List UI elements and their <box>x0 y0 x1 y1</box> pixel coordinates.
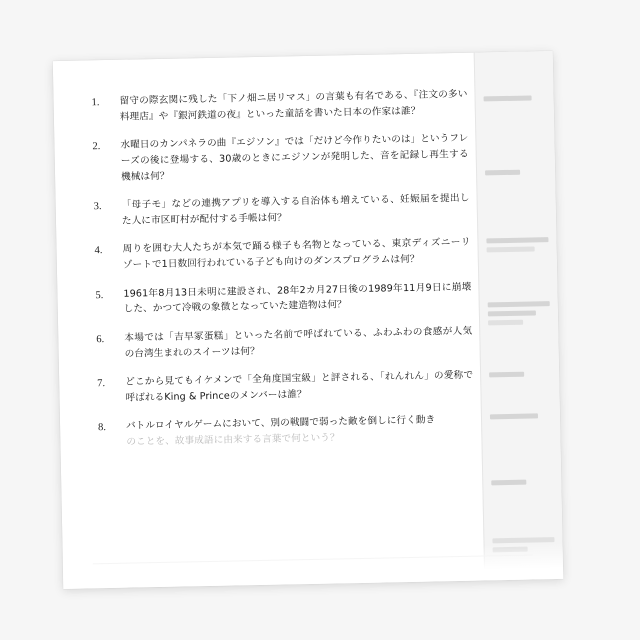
question-number: 2. <box>92 141 101 153</box>
question-number: 7. <box>97 378 106 390</box>
question-text: どこから見てもイケメンで「全角度国宝級」と評される、「れんれん」の愛称で呼ばれるKing & Princeのメンバーは誰？ <box>125 369 474 404</box>
question-item <box>56 233 557 274</box>
question-text: 1961年8月13日未明に建設され、28年2カ月27日後の1989年11月9日に崩壊した、かつて冷戦の象徴となっていた建造物は何？ <box>123 281 472 315</box>
question-number: 4. <box>94 245 103 257</box>
document-page <box>53 51 563 589</box>
question-text: 本場では「吉早冢蛋糕」といった名前で呼ばれている、ふわふわの食感が人気の台湾生まれのスイーツは何？ <box>124 325 473 360</box>
question-text: 水曜日のカンパネラの曲『エジソン』では「だけど今作りたいのは」というフレーズの後に登場する、30歳のときにエジソンが発明した、音を記録し再生する機械は何？ <box>120 132 469 183</box>
question-item <box>53 85 554 126</box>
question-number: 3. <box>93 201 102 213</box>
question-text: 留守の際玄関に残した「下ノ畑ニ居リマス」の言葉も有名である、『注文の多い料理店』や『銀河鉄道の夜』といった童話を書いた日本の作家は誰？ <box>119 88 468 123</box>
question-item <box>57 278 558 319</box>
question-text: 「母子モ」などの連携アプリを導入する自治体も増えている、妊娠届を提出した人に市区町村が配付する手帳は何？ <box>121 192 470 227</box>
question-number: 1. <box>91 97 100 109</box>
question-list <box>53 51 563 589</box>
question-number: 8. <box>98 422 107 434</box>
question-text: バトルロイヤルゲームにおいて、別の戦闘で弱った敵を倒しに行く動き <box>125 414 436 433</box>
question-item <box>56 189 557 230</box>
question-number: 6. <box>96 333 105 346</box>
question-number: 5. <box>95 289 104 301</box>
question-item <box>59 366 560 407</box>
question-item <box>58 322 559 363</box>
question-text-group <box>126 412 475 450</box>
question-item <box>60 410 561 451</box>
question-text: 周りを囲む大人たちが本気で踊る様子も名物となっている、東京ディズニーリゾートで1日数回行われている子ども向けのダンスプログラムは何？ <box>122 237 471 271</box>
question-item <box>54 129 555 186</box>
question-text-faded: のことを、故事成語に由来する言葉で何という？ <box>126 432 340 448</box>
